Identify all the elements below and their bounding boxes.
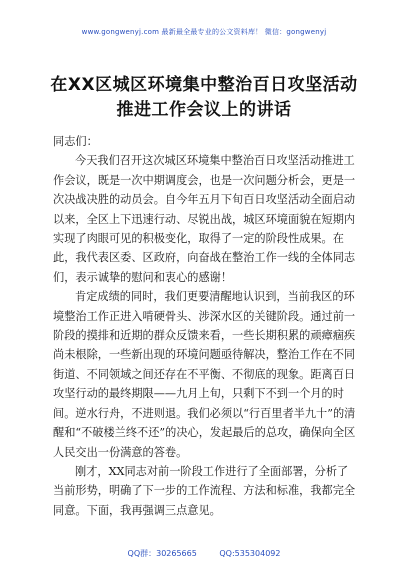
site-header: www.gongwenyj.com 最新最全最专业的公文资料库！ 微信：gongwenyj — [81, 28, 327, 36]
qq-label: QQ:535304092 — [219, 549, 281, 558]
paragraph-3: 刚才，XX同志对前一阶段工作进行了全面部署，分析了当前形势，明确了下一步的工作流程、方法和标准，我都完全同意。下面，我再强调三点意见。 — [53, 464, 356, 517]
document-title-line-1: 在XX区城区环境集中整治百日攻坚活动 — [50, 75, 358, 95]
contact-footer — [0, 548, 408, 559]
salutation: 同志们： — [53, 135, 98, 148]
document-body — [53, 132, 359, 520]
document-title-line-2: 推进工作会议上的讲话 — [116, 100, 292, 120]
qq-group-label: QQ群：30265665 — [127, 549, 197, 558]
paragraph-1: 今天我们召开这次城区环境集中整治百日攻坚活动推进工作会议，既是一次中期调度会，也是一次问题分析会，更是一次决战决胜的动员会。自今年五月下旬百日攻坚活动全面启动以来，全区上下迅速行动、尽锐出战，城区环境面貌在短期内实现了肉眼可见的积极变化，取得了一定的阶段性成果。在此，我代表区委、区政府，向奋战在整治工作一线的全体同志们，表示诚挚的慰问和衷心的感谢！ — [53, 154, 356, 284]
paragraph-2: 肯定成绩的同时，我们更要清醒地认识到，当前我区的环境整治工作正进入啃硬骨头、涉深水区的关键阶段。通过前一阶段的摸排和近期的群众反馈来看，一些长期积累的顽瘴痼疾尚未根除，一些新出现的环境问题亟待解决，整治工作在不同街道、不同领域之间还存在不平衡、不彻底的现象。距离百日攻坚行动的最终期限——九月上旬，只剩下不到一个月的时间。逆水行舟，不进则退。我们必须以“行百里者半九十”的清醒和“不破楼兰终不还”的决心，发起最后的总攻，确保向全区人民交出一份满意的答卷。 — [53, 290, 356, 459]
